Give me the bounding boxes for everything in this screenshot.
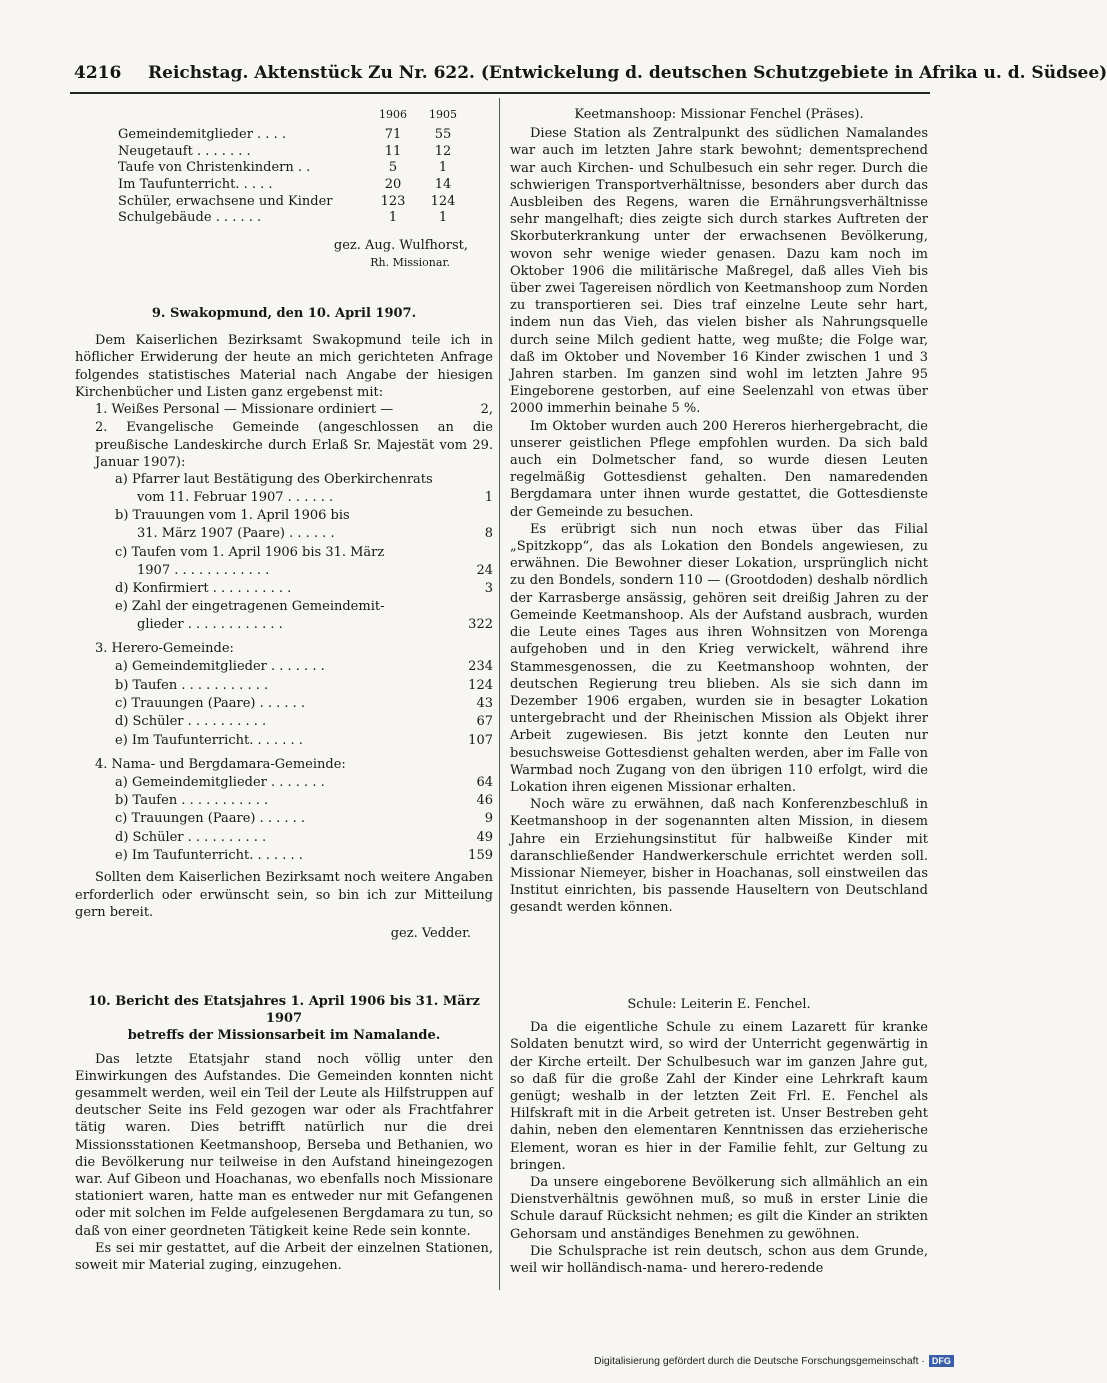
cell-1906: 11 [384, 143, 402, 159]
page-header [70, 63, 1107, 89]
list-item [115, 471, 493, 507]
right-column-school [510, 996, 928, 1277]
item-3-sublist [75, 658, 493, 749]
list-item [115, 774, 493, 792]
section-9 [75, 305, 493, 942]
sub-item-value: 49 [476, 829, 493, 845]
row-label: Neugetauft . . . . . . . [118, 143, 251, 159]
table-row [118, 194, 468, 211]
sub-item-label: b) Taufen . . . . . . . . . . . [115, 677, 269, 693]
sub-item-value: 124 [468, 677, 493, 693]
list-item [115, 677, 493, 695]
sub-item-line1: a) Pfarrer laut Bestätigung des Oberkirchenrats [115, 471, 433, 487]
year-1906: 1906 [379, 108, 407, 121]
right-paragraph-1: Diese Station als Zentralpunkt des südlichen Namalandes war auch im letzten Jahre stark bewohnt; dementsprechend war auch Kirchen- und Schulbesuch ein sehr reger. Durch die schwierigen Transportverhältnisse, besonders aber durch das Ausbleiben des Regens, waren die Ernährungsverhältnisse sehr mangelhaft; dies zeigte sich durch starkes Auftreten der Skorbuterkrankung unter der erwachsenen Bevölkerung, wovon sehr wenige wieder genasen. Dazu kam noch im Oktober 1906 die militärische Maßregel, daß alles Vieh bis über zwei Tagereisen nördlich von Keetmanshoop zum Norden zu transportieren sei. Dies traf einzelne Leute sehr hart, indem nun das Vieh, das vielen bisher als Nahrungsquelle durch seine Milch gedient hatte, weg mußte; die Folge war, daß im Oktober und November 16 Kinder zwischen 1 und 3 Jahren starben. Im ganzen sind wohl im letzten Jahre 95 Eingeborene gestorben, auf eine Seelenzahl von etwas über 2000 immerhin beinahe 5 %. [510, 126, 928, 417]
sub-item-line2: 1907 . . . . . . . . . . . . [137, 562, 270, 578]
sub-item-label: d) Schüler . . . . . . . . . . [115, 829, 267, 845]
sub-item-value: 43 [476, 696, 493, 711]
sub-item-line1: b) Trauungen vom 1. April 1906 bis [115, 508, 350, 524]
sub-item-line2: glieder . . . . . . . . . . . . [137, 617, 283, 633]
list-item [115, 544, 493, 580]
cell-1906: 123 [380, 193, 406, 209]
sub-item-label: d) Schüler . . . . . . . . . . [115, 714, 267, 730]
table-row [118, 210, 468, 227]
cell-1905: 124 [430, 193, 456, 209]
sub-item-value: 3 [484, 580, 493, 596]
list-item [115, 792, 493, 810]
table-row [118, 177, 468, 194]
sub-item-label: c) Trauungen (Paare) . . . . . . [115, 696, 306, 711]
right-paragraph-7: Die Schulsprache ist rein deutsch, schon aus dem Grunde, weil wir holländisch-nama- und herero-redende [510, 1243, 928, 1277]
sub-item-value: 24 [476, 562, 493, 578]
right-paragraph-2: Im Oktober wurden auch 200 Hereros hierhergebracht, die unserer geistlichen Pflege empfohlen wurden. Da sich bald auch ein Dolmetscher fand, so wurde diesen Leuten regelmäßig Gottesdienst gehalten. Den namaredenden Bergdamara unter ihnen wurde gestattet, die Gottesdienste der Gemeinde zu besuchen. [510, 418, 928, 520]
right-paragraph-5: Da die eigentliche Schule zu einem Lazarett für kranke Soldaten benutzt wird, so wird der Unterricht gegenwärtig in der Kirche erteilt. Der Schulbesuch war im ganzen Jahre gut, so daß für die große Zahl der Kinder eine Lehrkraft kaum genügt; weshalb in der letzten Zeit Frl. E. Fenchel als Hilfskraft mit in die Arbeit getreten ist. Unser Bestreben geht dahin, neben den elementaren Kenntnissen das erzieherische Element, woran es hier in der Familie fehlt, zur Geltung zu bringen. [510, 1020, 928, 1173]
list-item [115, 507, 493, 543]
row-label: Im Taufunterricht. . . . . [118, 176, 273, 192]
sub-item-value: 8 [484, 526, 493, 542]
item-4-label: 4. Nama- und Bergdamara-Gemeinde: [95, 756, 346, 772]
stats-header-row [118, 106, 468, 127]
section-10-heading-line1: 10. Bericht des Etatsjahres 1. April 1906 bis 31. März 1907 [88, 994, 480, 1027]
sub-item-value: 234 [468, 659, 493, 675]
list-item [115, 713, 493, 731]
section-10-paragraph-2: Es sei mir gestattet, auf die Arbeit der einzelnen Stationen, soweit mir Material zuging, einzugehen. [75, 1240, 493, 1274]
digitization-credit [594, 1355, 954, 1367]
list-item [115, 695, 493, 713]
list-item [115, 598, 493, 634]
table-row [118, 144, 468, 161]
sub-item-line1: c) Taufen vom 1. April 1906 bis 31. März [115, 544, 385, 560]
credit-text: Digitalisierung gefördert durch die Deutsche Forschungsgemeinschaft · [594, 1355, 925, 1367]
sub-item-value: 322 [468, 617, 493, 633]
item-3-label: 3. Herero-Gemeinde: [95, 641, 234, 657]
cell-1905: 1 [438, 210, 448, 226]
header-rule [70, 92, 930, 94]
year-1905: 1905 [429, 108, 457, 121]
sub-item-value: 67 [476, 714, 493, 730]
row-label: Schüler, erwachsene und Kinder [118, 193, 333, 209]
sub-item-value: 1 [484, 489, 493, 505]
list-item [115, 580, 493, 598]
signature-title: Rh. Missionar. [370, 255, 450, 269]
sub-item-label: a) Gemeindemitglieder . . . . . . . [115, 659, 325, 675]
list-item [115, 810, 493, 828]
cell-1905: 12 [434, 143, 452, 159]
row-label: Gemeindemitglieder . . . . [118, 127, 286, 143]
list-item [75, 401, 493, 419]
stats-block [118, 106, 468, 271]
sub-item-line2: vom 11. Februar 1907 . . . . . . [137, 489, 334, 505]
section-10 [75, 993, 493, 1274]
sub-item-line1: e) Zahl der eingetragenen Gemeindemit- [115, 599, 385, 615]
list-item [115, 658, 493, 676]
sub-item-line2: d) Konfirmiert . . . . . . . . . . [115, 580, 292, 596]
cell-1906: 1 [388, 210, 398, 226]
cell-1906: 71 [384, 127, 402, 143]
column-divider [499, 98, 500, 1290]
item-2-label: 2. Evangelische Gemeinde (angeschlossen an die preußische Landeskirche durch Erlaß Sr. Majestät vom 29. Januar 1907): [95, 420, 493, 470]
list-item [115, 829, 493, 847]
item-2-sublist [75, 471, 493, 634]
item-1-label: 1. Weißes Personal — Missionare ordiniert — [95, 402, 394, 418]
cell-1905: 1 [438, 160, 448, 176]
sub-item-label: e) Im Taufunterricht. . . . . . . [115, 848, 303, 864]
cell-1905: 55 [434, 127, 452, 143]
item-1-value: 2, [480, 402, 493, 418]
school-heading: Schule: Leiterin E. Fenchel. [627, 997, 811, 1012]
keetmanshoop-heading: Keetmanshoop: Missionar Fenchel (Präses). [574, 107, 864, 122]
signature-vedder: gez. Vedder. [390, 925, 471, 941]
sub-item-line2: 31. März 1907 (Paare) . . . . . . [137, 526, 335, 542]
cell-1905: 14 [434, 176, 452, 192]
table-row [118, 160, 468, 177]
cell-1906: 20 [384, 176, 402, 192]
section-9-closing: Sollten dem Kaiserlichen Bezirksamt noch weitere Angaben erforderlich oder erwünscht sein, so bin ich zur Mitteilung gern bereit. [75, 870, 493, 920]
running-title: Reichstag. Aktenstück Zu Nr. 622. (Entwickelung d. deutschen Schutzgebiete in Afrika u. d. Südsee) [148, 63, 1107, 83]
row-label: Schulgebäude . . . . . . [118, 210, 262, 226]
list-item [115, 732, 493, 750]
dfg-logo: DFG [929, 1355, 954, 1367]
sub-item-label: a) Gemeindemitglieder . . . . . . . [115, 774, 325, 790]
stats-table [118, 106, 468, 227]
section-10-heading-line2: betreffs der Missionsarbeit im Namalande. [127, 1028, 441, 1044]
sub-item-label: e) Im Taufunterricht. . . . . . . [115, 732, 303, 748]
item-4-sublist [75, 774, 493, 865]
section-10-paragraph-1: Das letzte Etatsjahr stand noch völlig unter den Einwirkungen des Aufstandes. Die Gemeinden konnten nicht gesammelt werden, weil ein Teil der Leute als Hilfstruppen auf deutscher Seite ins Feld gezogen war oder als Frachtfahrer tätig waren. Dies betrifft natürlich nur die drei Missionsstationen Keetmanshoop, Berseba und Bethanien, wo die Bevölkerung nur teilweise in den Aufstand hineingezogen war. Auf Gibeon und Hoachanas, wo ebenfalls noch Missionare stationiert waren, hatte man es entweder nur mit Gefangenen oder mit solchen im Felde aufgelesenen Bergdamara zu tun, so daß von einer geordneten Tätigkeit keine Rede sein konnte. [75, 1051, 493, 1239]
page-number: 4216 [74, 63, 122, 83]
right-column [510, 106, 928, 917]
sub-item-value: 64 [476, 774, 493, 790]
sub-item-value: 9 [484, 811, 493, 827]
sub-item-value: 46 [476, 793, 493, 809]
sub-item-value: 159 [468, 848, 493, 864]
table-row [118, 127, 468, 144]
right-paragraph-4: Noch wäre zu erwähnen, daß nach Konferenzbeschluß in Keetmanshoop in der sogenannten alten Mission, in diesem Jahre ein Erziehungsinstitut für halbweiße Kinder mit daranschließender Handwerkerschule errichtet werden soll. Missionar Niemeyer, bisher in Hoachanas, soll einstweilen das Institut einrichten, bis passende Hauseltern von Deutschland gesandt werden können. [510, 797, 928, 916]
row-label: Taufe von Christenkindern . . [118, 160, 311, 176]
sub-item-label: c) Trauungen (Paare) . . . . . . [115, 811, 306, 827]
right-paragraph-3: Es erübrigt sich nun noch etwas über das Filial „Spitzkopp“, das als Lokation den Bondels angewiesen, zu erwähnen. Die Bewohner dieser Lokation, ursprünglich nicht zu den Bondels, sondern 110 — (Grootdoden) deshalb nördlich der Karrasberge ansässig, gehören seit dreißig Jahren zu der Gemeinde Keetmanshoop. Als der Aufstand ausbrach, wurden die Leute eines Tages aus ihren Wohnsitzen von Morenga aufgehoben und in den Krieg verwickelt, während ihre Stammesgenossen, die zu Keetmanshoop wohnten, der deutschen Regierung treu blieben. Als sie sich dann im Dezember 1906 ergaben, wurden sie in besagter Lokation untergebracht und der Rheinischen Mission als Objekt ihrer Arbeit zugewiesen. Bis jetzt konnte den Leuten nur besuchsweise Gottesdienst gehalten werden, aber im Falle von Warmbad noch Zugang von den übrigen 110 erfolgt, wird die Lokation ihren eigenen Missionar erhalten. [510, 521, 928, 795]
right-paragraph-6: Da unsere eingeborene Bevölkerung sich allmählich an ein Dienstverhältnis gewöhnen muß, so muß in erster Linie die Schule darauf Rücksicht nehmen; es gilt die Kinder an strikten Gehorsam und anständiges Benehmen zu gewöhnen. [510, 1175, 928, 1242]
list-item [115, 847, 493, 865]
signature-wulfhorst: gez. Aug. Wulfhorst, [333, 237, 468, 253]
cell-1906: 5 [388, 160, 398, 176]
sub-item-value: 107 [468, 732, 493, 748]
sub-item-label: b) Taufen . . . . . . . . . . . [115, 793, 269, 809]
section-9-heading: 9. Swakopmund, den 10. April 1907. [151, 306, 417, 321]
section-9-intro: Dem Kaiserlichen Bezirksamt Swakopmund teile ich in höflicher Erwiderung der heute an mich gerichteten Anfrage folgendes statistisches Material nach Angabe der hiesigen Kirchenbücher und Listen ganz ergebenst mit: [75, 333, 493, 400]
